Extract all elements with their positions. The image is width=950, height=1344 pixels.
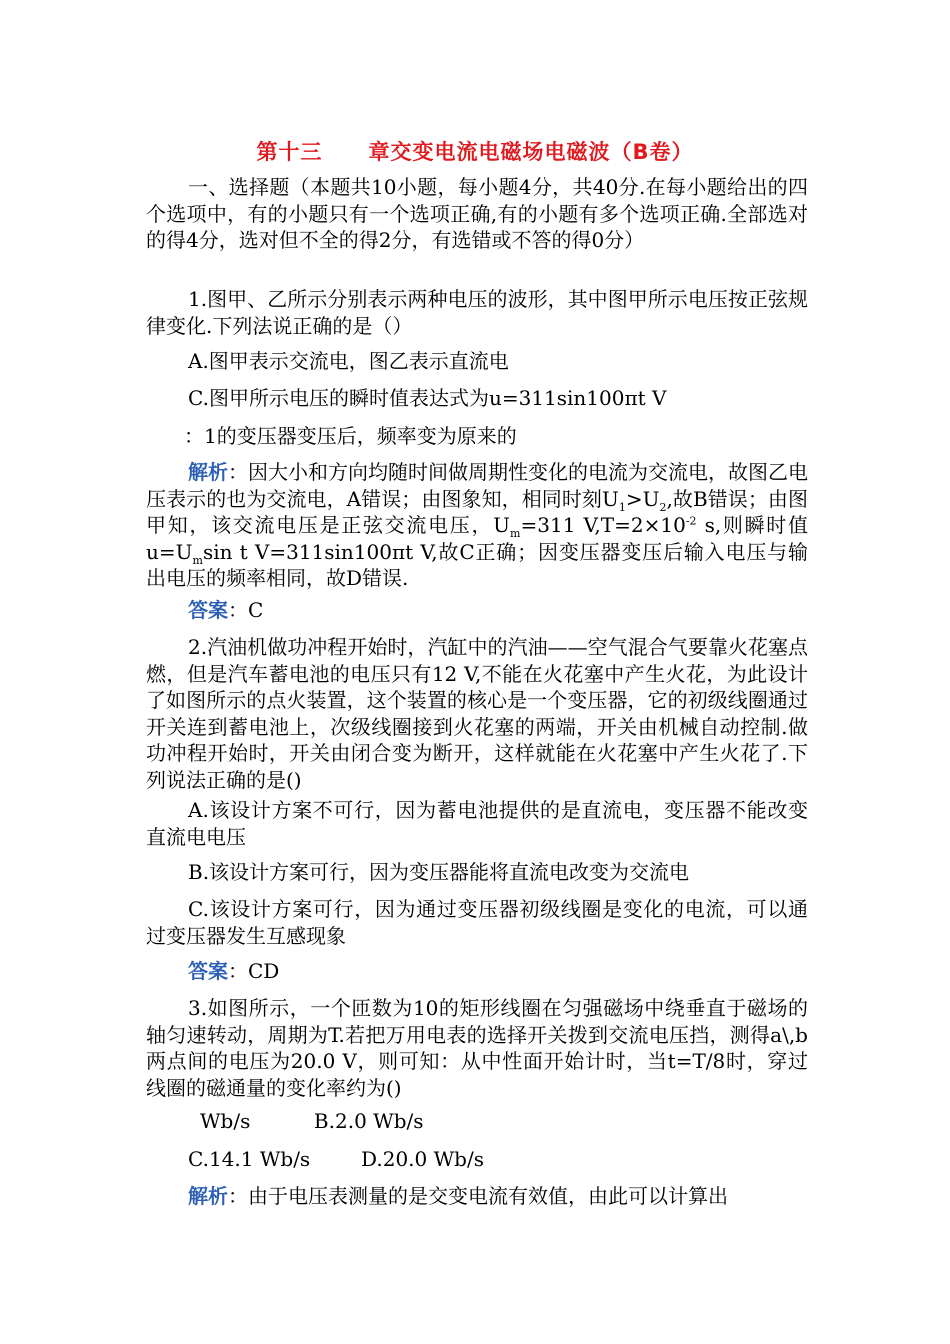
- q2-option-a: A.该设计方案不可行，因为蓄电池提供的是直流电，变压器不能改变直流电电压: [146, 798, 808, 849]
- q1-answer: 答案：C: [188, 598, 264, 622]
- q2-option-c: C.该设计方案可行，因为通过变压器初级线圈是变化的电流，可以通过变压器发生互感现象: [146, 897, 808, 948]
- q3-stem: 3.如图所示，一个匝数为10的矩形线圈在匀强磁场中绕垂直于磁场的轴匀速转动，周期为T.若把万用电表的选择开关拨到交流电压挡，测得a\,b两点间的电压为20.0 V，则可知：从中性面开始计时，当t=T/8时，穿过线圈的磁通量的变化率约为(): [146, 996, 808, 1100]
- q3-analysis-label: 解析: [188, 1184, 228, 1208]
- q3-options-ab: Wb/s B.2.0 Wb/s: [200, 1109, 424, 1133]
- q1-answer-label: 答案: [188, 598, 228, 622]
- q2-stem: 2.汽油机做功冲程开始时，汽缸中的汽油——空气混合气要靠火花塞点燃，但是汽车蓄电池的电压只有12 V,不能在火花塞中产生火花，为此设计了如图所示的点火装置，这个装置的核心是一个变压器，它的初级线圈通过开关连到蓄电池上，次级线圈接到火花塞的两端，开关由机械自动控制.做功冲程开始时，开关由闭合变为断开，这样就能在火花塞中产生火花了.下列说法正确的是(): [146, 635, 808, 792]
- title-part-1: 第十三: [256, 140, 323, 164]
- q1-option-c: C.图甲所示电压的瞬时值表达式为u=311sin100πt V: [188, 386, 667, 410]
- q2-answer: 答案：CD: [188, 959, 280, 983]
- page-title: [0, 136, 950, 166]
- q3-options-cd: C.14.1 Wb/s D.20.0 Wb/s: [188, 1147, 484, 1171]
- title-part-2: 章交变电流电磁场电磁波（B卷）: [368, 140, 694, 164]
- section-intro: 一、选择题（本题共10小题，每小题4分，共40分.在每小题给出的四个选项中，有的小题只有一个选项正确,有的小题有多个选项正确.全部选对的得4分，选对但不全的得2分，有选错或不答的得0分）: [146, 175, 808, 252]
- q1-analysis-label: 解析: [188, 460, 228, 484]
- q2-option-b: B.该设计方案可行，因为变压器能将直流电改变为交流电: [188, 860, 690, 884]
- q1-option-a: A.图甲表示交流电，图乙表示直流电: [188, 349, 509, 373]
- q1-stem: 1.图甲、乙所示分别表示两种电压的波形，其中图甲所示电压按正弦规律变化.下列法说正确的是（）: [146, 287, 808, 338]
- q3-analysis: 解析：由于电压表测量的是交变电流有效值，由此可以计算出: [188, 1184, 728, 1208]
- q1-analysis: 解析：因大小和方向均随时间做周期性变化的电流为交流电，故图乙电压表示的也为交流电，A错误；由图象知，相同时刻$U_1>U_2$,故B错误；由图甲知，该交流电压是正弦交流电压，$U_m=311$ $V,T=2\times 10^{-2}$ s,则瞬时值$u=U_m\sin$ t V=311sin100πt V,故C正确；因变压器变压后输入电压与输出电压的频率相同，故D错误.: [146, 460, 809, 590]
- q2-answer-label: 答案: [188, 959, 228, 983]
- q1-fragment: ：1的变压器变压后，频率变为原来的: [184, 424, 517, 448]
